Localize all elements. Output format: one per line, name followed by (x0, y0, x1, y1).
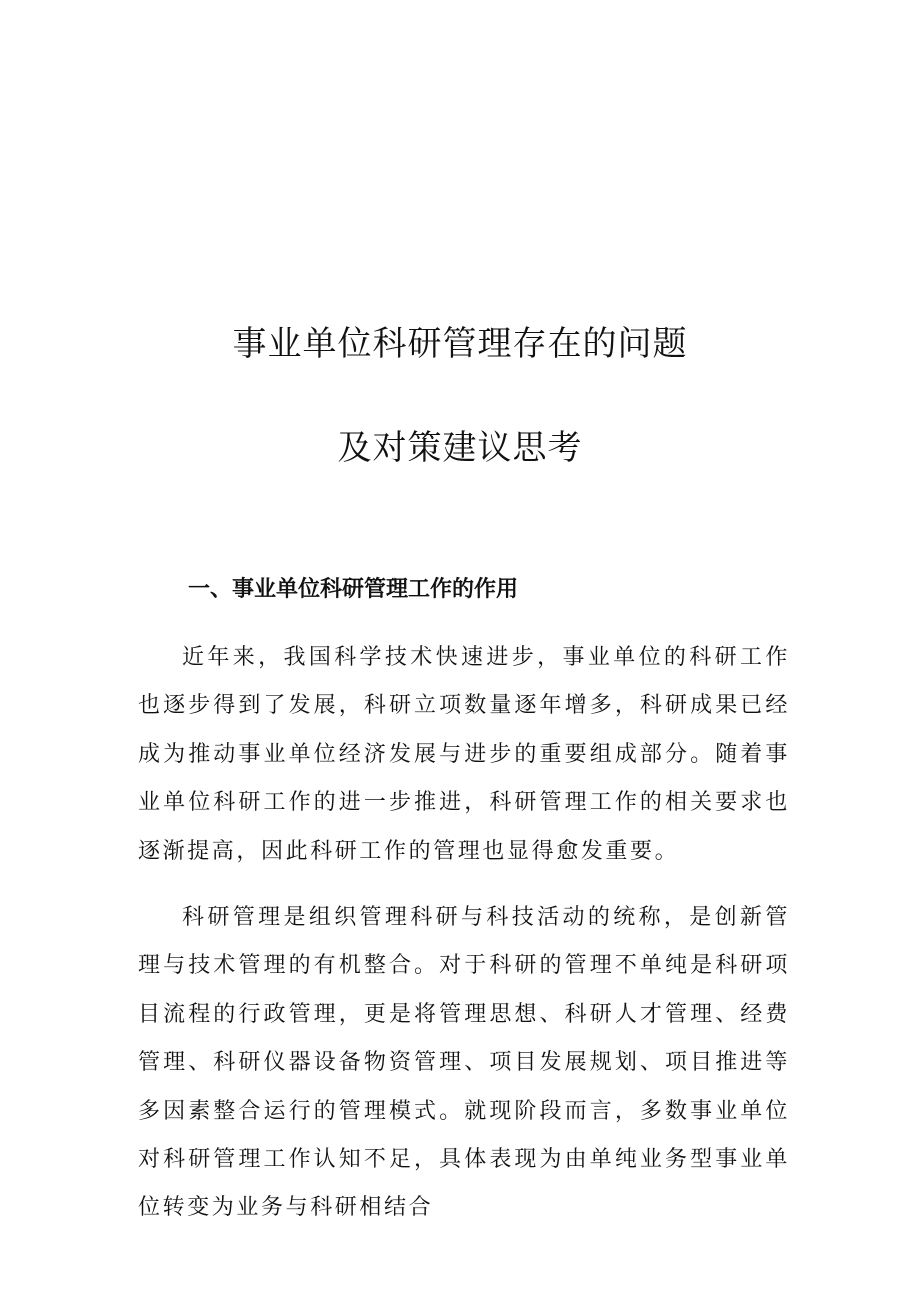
section-heading: 一、事业单位科研管理工作的作用 (188, 577, 519, 602)
document-title-line-2: 及对策建议思考 (337, 428, 583, 468)
body-paragraph-2: 科研管理是组织管理科研与科技活动的统称，是创新管理与技术管理的有机整合。对于科研的管理不单纯是科研项目流程的行政管理，更是将管理思想、科研人才管理、经费管理、科研仪器设备物资管理、项目发展规划、项目推进等多因素整合运行的管理模式。就现阶段而言，多数事业单位对科研管理工作认知不足，具体表现为由单纯业务型事业单位转变为业务与科研相结合 (138, 905, 790, 1221)
document-title-line-1: 事业单位科研管理存在的问题 (232, 324, 688, 364)
body-paragraph-1: 近年来，我国科学技术快速进步，事业单位的科研工作也逐步得到了发展，科研立项数量逐年增多，科研成果已经成为推动事业单位经济发展与进步的重要组成部分。随着事业单位科研工作的进一步推进，科研管理工作的相关要求也逐渐提高，因此科研工作的管理也显得愈发重要。 (138, 645, 790, 864)
